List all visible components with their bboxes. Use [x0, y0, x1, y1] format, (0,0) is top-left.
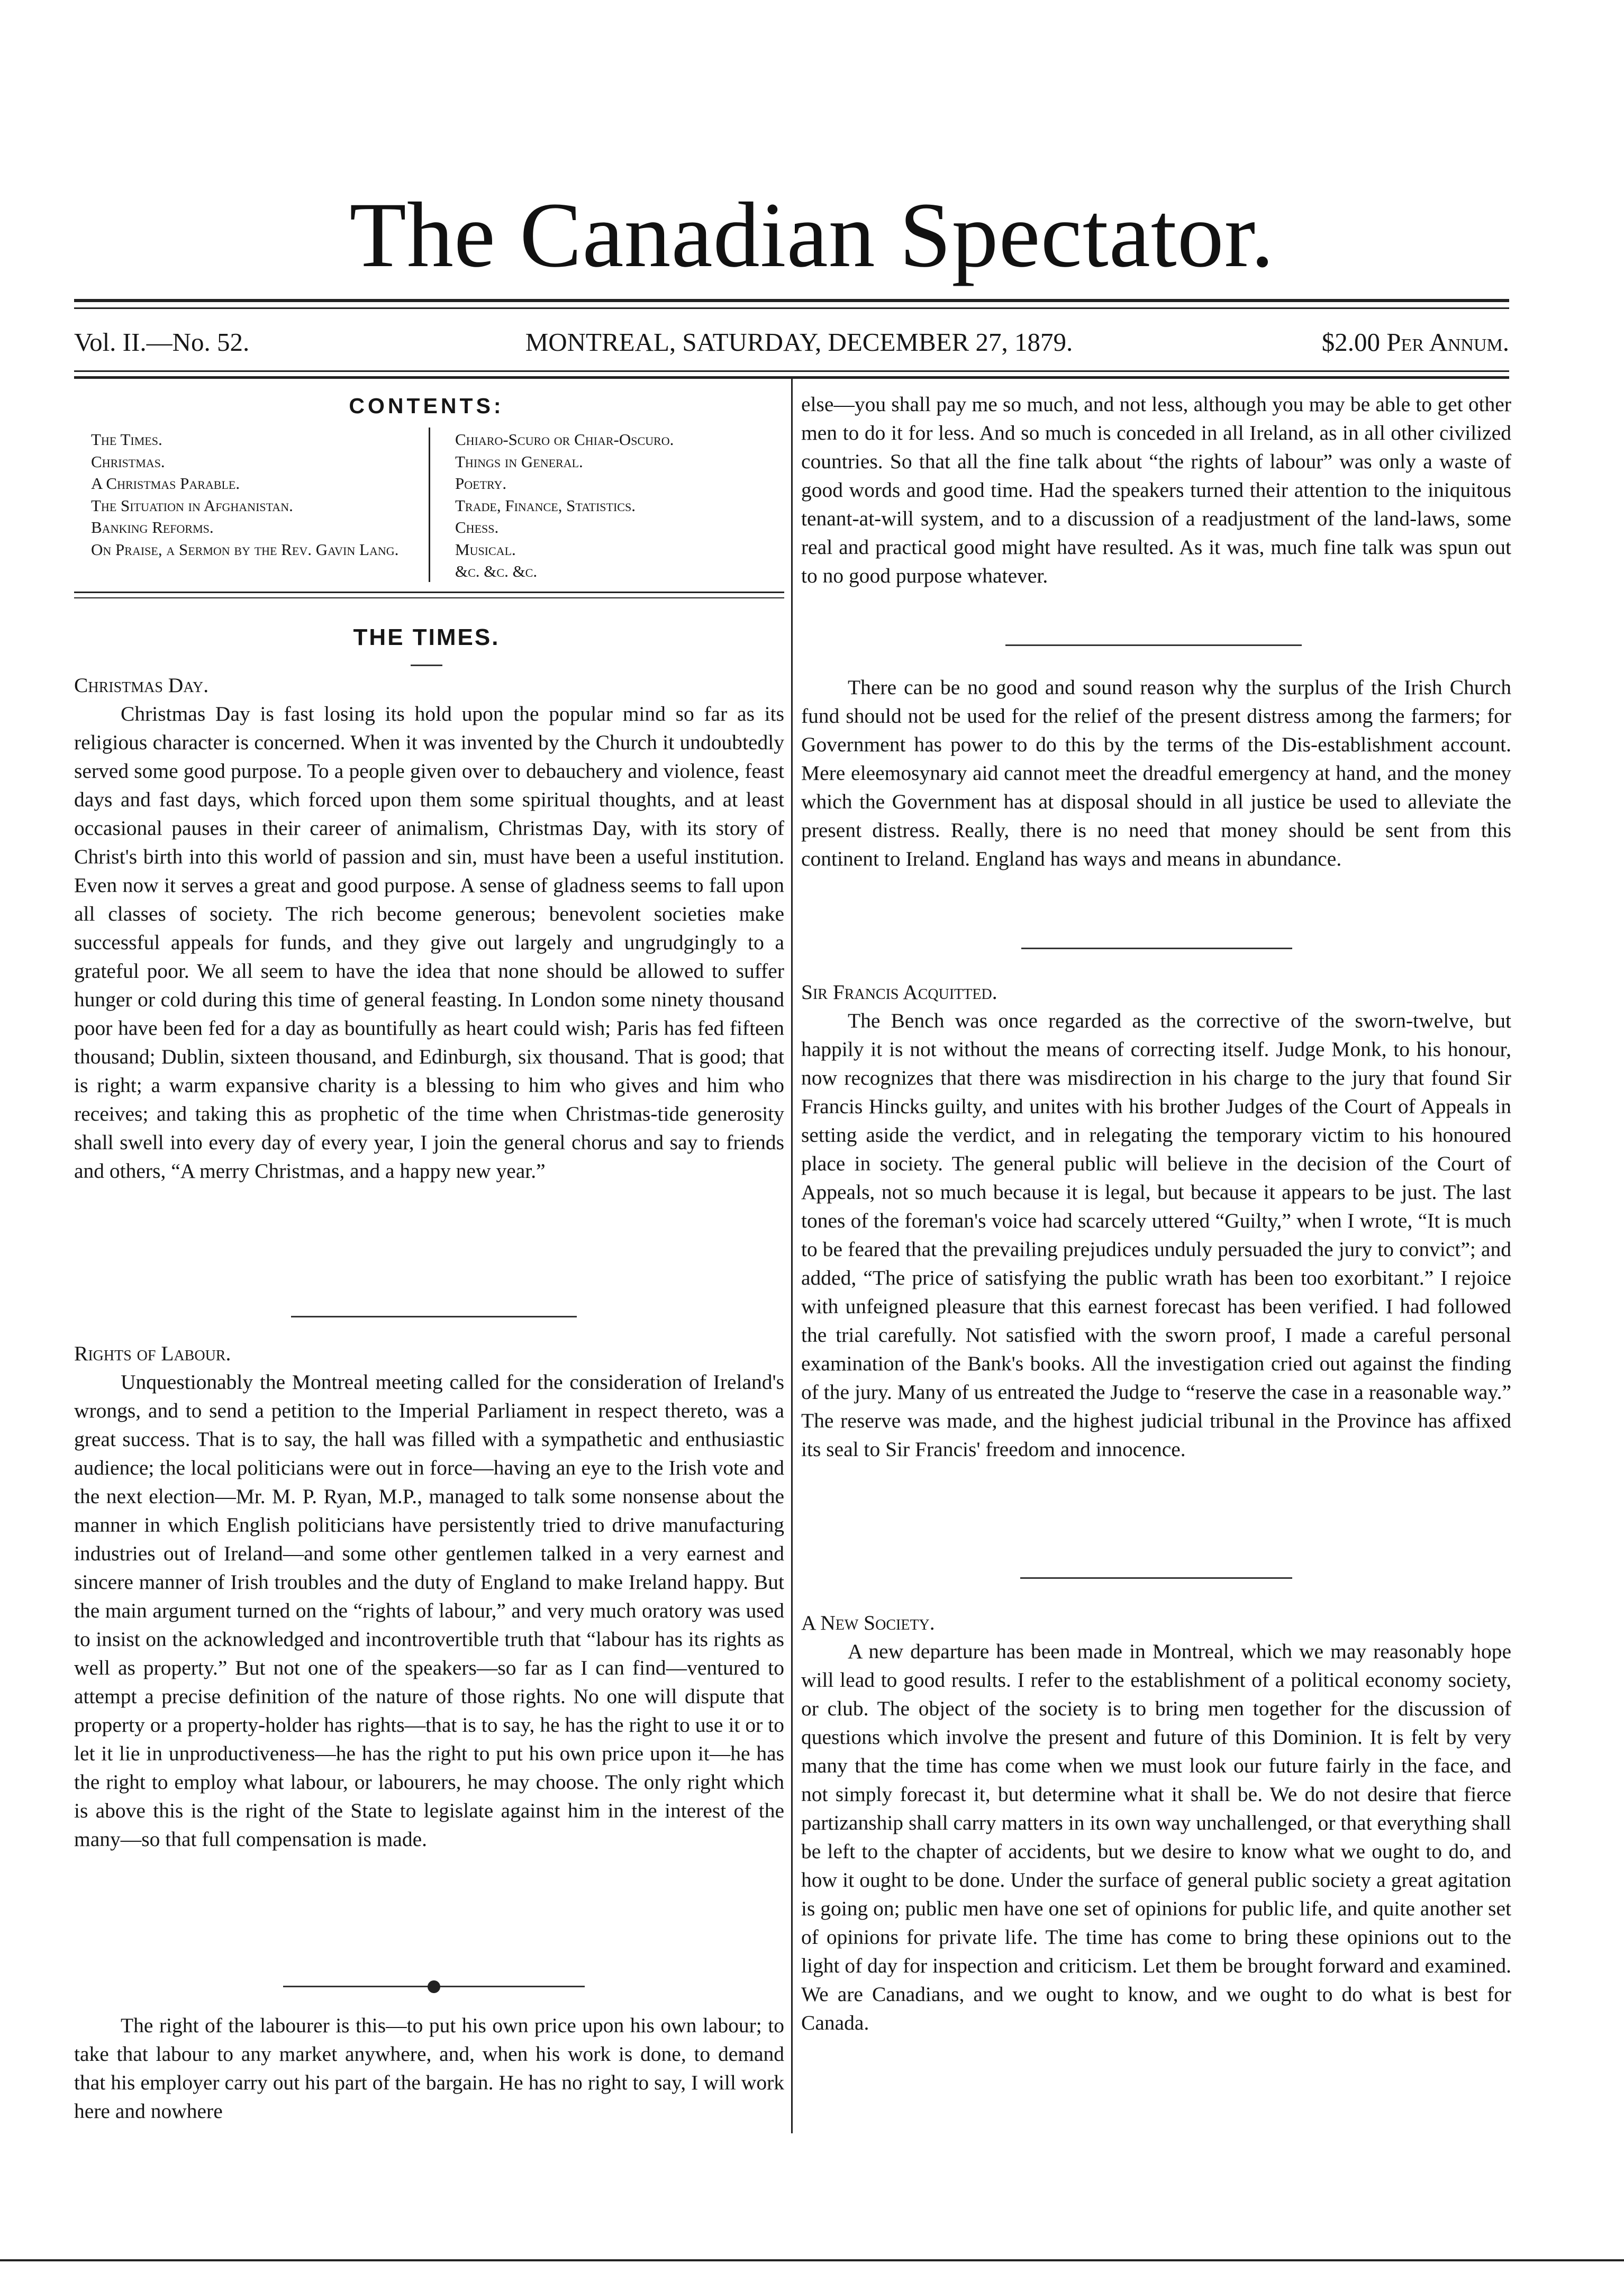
contents-divider — [429, 428, 430, 582]
contents-item: Banking Reforms. — [91, 518, 214, 537]
article-body: Christmas Day is fast losing its hold upon the popular mind so far as its religious character is concerned. When it was invented by the Church it undoubtedly served some good purpose. To a people given over to debauchery and violence, feast days and fast days, which forced upon them some spiritual thoughts, and at least occasional pauses in their career of animalism, Christmas Day, with its story of Christ's birth into this world of passion and sin, must have been a useful institution. Even now it serves a great and good purpose. A sense of gladness seems to fall upon all classes of society. The rich become generous; benevolent societies make successful appeals for funds, and they give out largely and ungrudgingly to a grateful poor. We all seem to have the idea that none should be allowed to suffer hunger or cold during this time of general feasting. In London some ninety thousand poor have been fed for a day as bountifully as heart could wish; Paris has fed fifteen thousand; Dublin, sixteen thousand, and Edinburgh, six thousand. That is good; that is right; a warm expansive charity is a blessing to him who gives and him who receives; and taking this as prophetic of the time when Christmas-tide generosity shall swell into every day of every year, I join the general chorus and say to friends and others, “A merry Christmas, and a happy new year.” — [74, 702, 784, 1183]
contents-item: Chiaro-Scuro or Chiar-Oscuro. — [455, 430, 674, 449]
article-separator — [1005, 644, 1302, 646]
subscription-price: $2.00 Per Annum. — [1321, 328, 1509, 357]
contents-list-right — [455, 429, 773, 583]
page-bottom-rule — [0, 2259, 1624, 2261]
dateline: MONTREAL, SATURDAY, DECEMBER 27, 1879. — [525, 328, 1073, 357]
contents-title: CONTENTS: — [349, 394, 504, 418]
article-body-continued: else—you shall pay me so much, and not less, although you may be able to get other men to do it for less. And so much is conceded in all Ireland, as in all other civilized countries. So that all the fine talk about “the rights of labour” was only a waste of good words and good time. Had the speakers turned their attention to the iniquitous tenant-at-will system, and to a discussion of a readjustment of the land-laws, some real and practical good might have resulted. As it was, much fine talk was spun out to no good purpose whatever. — [801, 393, 1511, 587]
contents-item: Musical. — [455, 540, 516, 559]
column-left — [74, 671, 784, 1185]
article-heading: Rights of Labour. — [74, 1342, 231, 1365]
contents-item: Poetry. — [455, 474, 507, 493]
article-body: The right of the labourer is this—to put his own price upon his own labour; to take that labour to any market anywhere, and, when his work is done, to demand that his employer carry out his part of the bargain. He has no right to say, I will work here and nowhere — [74, 2014, 784, 2123]
masthead-rule-top — [74, 299, 1509, 302]
article-body: A new departure has been made in Montreal, which we may reasonably hope will lead to good results. I refer to the establishment of a political economy society, or club. The object of the society is to bring men together for the discussion of questions which involve the present and future of this Dominion. It is felt by very many that the time has come when we must look our future fairly in the face, and not simply forecast it, but determine what it shall be. We do not desire that fierce partizanship shall carry matters in its own way unchallenged, or that everything shall be left to the chapter of accidents, but we desire to know what we ought to do, and how it ought to be done. Under the surface of general public society a great agitation is going on; public men have one set of opinions for public life, and quite another set of opinions for private life. The time has come to bring these opinions out to the light of day for inspection and criticism. Let them be brought forward and examined. We are Canadians, and we ought to know, and we ought to do what is best for Canada. — [801, 1640, 1511, 2034]
article-body: Unquestionably the Montreal meeting called for the consideration of Ireland's wrongs, and to send a petition to the Imperial Parliament in respect thereto, was a great success. That is to say, the hall was filled with a sympathetic and enthusiastic audience; the local politicians were out in force—having an eye to the Irish vote and the next election—Mr. M. P. Ryan, M.P., managed to talk some nonsense about the manner in which English politicians have persistently tried to drive manufacturing industries out of Ireland—and some other gentlemen talked in a very earnest and sincere manner of Irish troubles and the duty of England to make Ireland happy. But the main argument turned on the “rights of labour,” and very much oratory was used to insist on the acknowledged and incontrovertible truth that “labour has its rights as well as property.” But not one of the speakers—so far as I can find—ventured to attempt a precise definition of the nature of those rights. No one will dispute that property or a property-holder has rights—that is to say, he has the right to use it or to let it lie in unproductiveness—he has the right to put his own price upon it—he has the right to employ what labour, or labourers, he may choose. The only right which is above this is the right of the State to legislate against him in the interest of the many—so that full compensation is made. — [74, 1370, 784, 1851]
article-heading: A New Society. — [801, 1611, 935, 1634]
contents-item: A Christmas Parable. — [91, 474, 240, 493]
article-separator — [291, 1316, 577, 1317]
contents-rule-thin — [74, 597, 784, 598]
contents-item: Trade, Finance, Statistics. — [455, 496, 636, 515]
masthead-rule-bottom — [74, 370, 1509, 372]
column-right-2 — [801, 673, 1511, 873]
article-body: The Bench was once regarded as the corrective of the sworn-twelve, but happily it is not without the means of correcting itself. Judge Monk, to his honour, now recognizes that there was misdirection in his charge to the jury that found Sir Francis Hincks guilty, and unites with his brother Judges of the Court of Appeals in setting aside the verdict, and in relegating the temporary victim to his honoured place in society. The general public will believe in the decision of the Court of Appeals, not so much because it is legal, but because it appears to be just. The last tones of the foreman's voice had scarcely uttered “Guilty,” when I wrote, “It is much to be feared that the prevailing prejudices unduly persuaded the jury to convict”; and added, “The price of satisfying the public wrath has been too exorbitant.” I rejoice with unfeigned pleasure that this earnest forecast has been verified. I had followed the trial carefully. Not satisfied with the sworn proof, I made a careful personal examination of the Bank's books. All the investigation cried out against the finding of the jury. Many of us entreated the Judge to “reserve the case in a reasonable way.” The reserve was made, and the highest judicial tribunal in the Province has affixed its seal to Sir Francis' freedom and innocence. — [801, 1009, 1511, 1461]
column-right-3 — [801, 978, 1511, 1463]
volume-number: Vol. II.—No. 52. — [74, 328, 250, 357]
column-right — [801, 390, 1511, 590]
article-separator — [1021, 948, 1292, 949]
title-underline — [411, 665, 442, 666]
contents-item: The Situation in Afghanistan. — [91, 496, 293, 515]
contents-item: Chess. — [455, 518, 499, 537]
ornament-icon — [428, 1980, 440, 1993]
article-body: There can be no good and sound reason why the surplus of the Irish Church fund should not be used for the relief of the present distress among the farmers; for Government has power to do this by the terms of the Dis-establishment account. Mere eleemosynary aid cannot meet the dreadful emergency at hand, and the money which the Government has at disposal should in all justice be used to alleviate the present distress. Really, there is no need that money should be sent from this continent to Ireland. England has ways and means in abundance. — [801, 676, 1511, 870]
article-heading: Sir Francis Acquitted. — [801, 980, 997, 1004]
masthead-rule-top-thin — [74, 307, 1509, 309]
contents-rule — [74, 592, 784, 593]
column-left-3 — [74, 2011, 784, 2125]
section-title: THE TIMES. — [353, 624, 500, 650]
contents-item: &c. &c. &c. — [455, 562, 538, 580]
article-heading: Christmas Day. — [74, 674, 209, 697]
contents-item: The Times. — [91, 430, 162, 449]
column-right-4 — [801, 1608, 1511, 2037]
column-left-2 — [74, 1339, 784, 1853]
column-divider — [791, 377, 793, 2133]
contents-item: On Praise, a Sermon by the Rev. Gavin Lang. — [91, 540, 399, 559]
masthead-title: The Canadian Spectator. — [349, 184, 1275, 287]
contents-list-left — [91, 429, 424, 560]
contents-item: Things in General. — [455, 452, 583, 471]
article-separator — [1020, 1577, 1292, 1579]
contents-item: Christmas. — [91, 452, 165, 471]
